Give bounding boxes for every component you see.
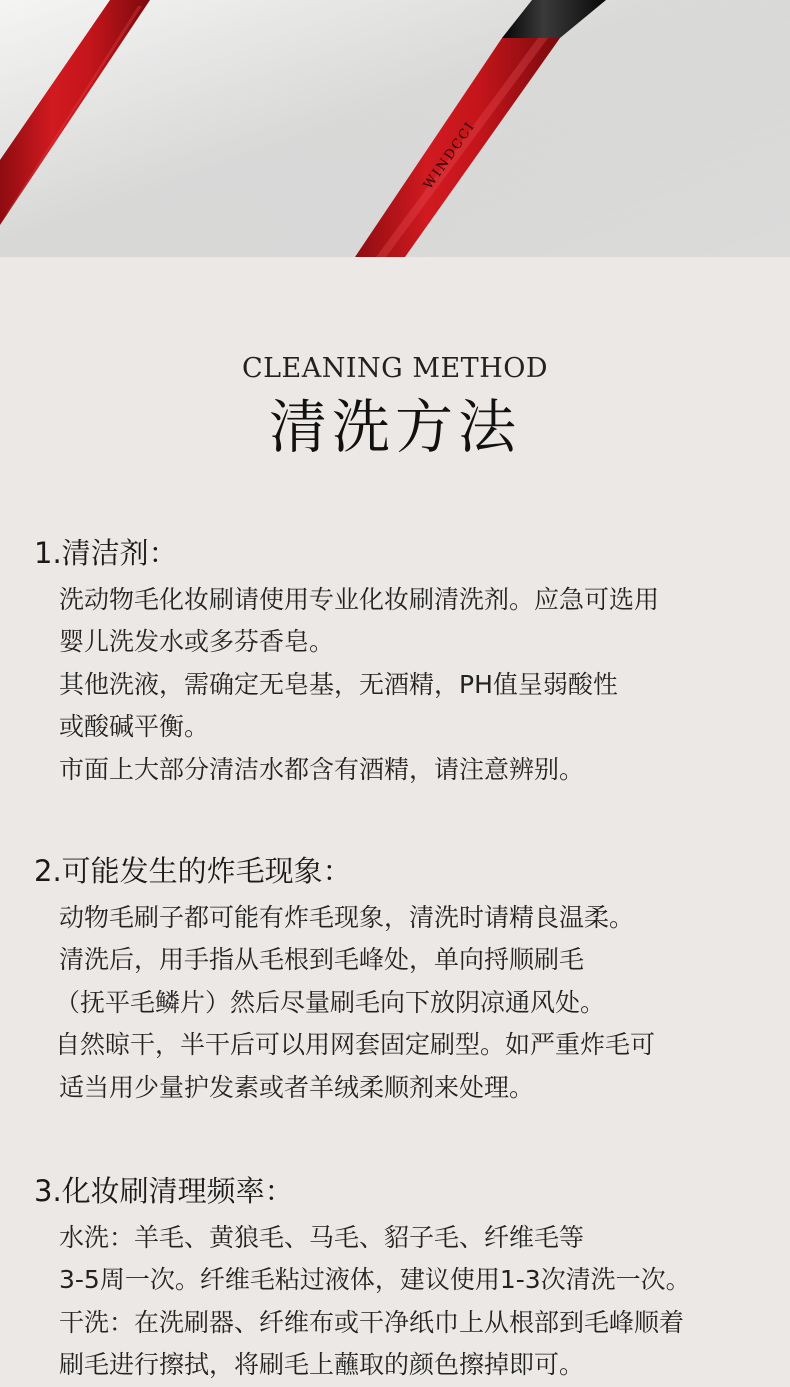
body-line: 市面上大部分清洁水都含有酒精，请注意辨别。	[59, 754, 585, 784]
section-body	[59, 1217, 774, 1387]
section-heading: 1.清洁剂：	[34, 536, 178, 570]
body-line: 3-5周一次。纤维毛粘过液体，建议使用1-3次清洗一次。	[59, 1265, 691, 1295]
section-frizz	[34, 854, 774, 1109]
body-line: 其他洗液，需确定无皂基，无酒精，PH值呈弱酸性	[59, 669, 618, 699]
body-line: 干洗：在洗刷器、纤维布或干净纸巾上从根部到毛峰顺着	[59, 1307, 685, 1337]
hero-image	[0, 0, 790, 257]
body-line: 刷毛进行擦拭，将刷毛上蘸取的颜色擦掉即可。	[59, 1350, 585, 1380]
body-line: 洗动物毛化妆刷请使用专业化妆刷清洗剂。应急可选用	[59, 584, 660, 614]
body-line: （抚平毛鳞片）然后尽量刷毛向下放阴凉通风处。	[55, 987, 606, 1017]
body-line: 自然晾干，半干后可以用网套固定刷型。如严重炸毛可	[55, 1030, 656, 1060]
page-title: 清洗方法	[268, 393, 521, 461]
section-heading: 3.化妆刷清理频率：	[34, 1174, 294, 1208]
section-body	[55, 897, 774, 1110]
brush-handles-photo	[0, 0, 790, 257]
body-line: 或酸碱平衡。	[59, 712, 210, 742]
section-frequency	[34, 1174, 774, 1387]
body-line: 适当用少量护发素或者羊绒柔顺剂来处理。	[59, 1072, 535, 1102]
body-line: 婴儿洗发水或多芬香皂。	[59, 627, 335, 657]
body-line: 清洗后，用手指从毛根到毛峰处，单向捋顺刷毛	[59, 945, 585, 975]
body-line: 水洗：羊毛、黄狼毛、马毛、貂子毛、纤维毛等	[59, 1222, 585, 1252]
section-cleaning-agent	[34, 536, 774, 791]
brand-text: WINDCCI	[420, 118, 479, 193]
section-subtitle: CLEANING METHOD	[241, 353, 549, 384]
section-body	[59, 579, 774, 792]
section-heading: 2.可能发生的炸毛现象：	[34, 854, 352, 888]
cleaning-method-content	[0, 257, 790, 1380]
body-line: 动物毛刷子都可能有炸毛现象，清洗时请精良温柔。	[59, 902, 635, 932]
